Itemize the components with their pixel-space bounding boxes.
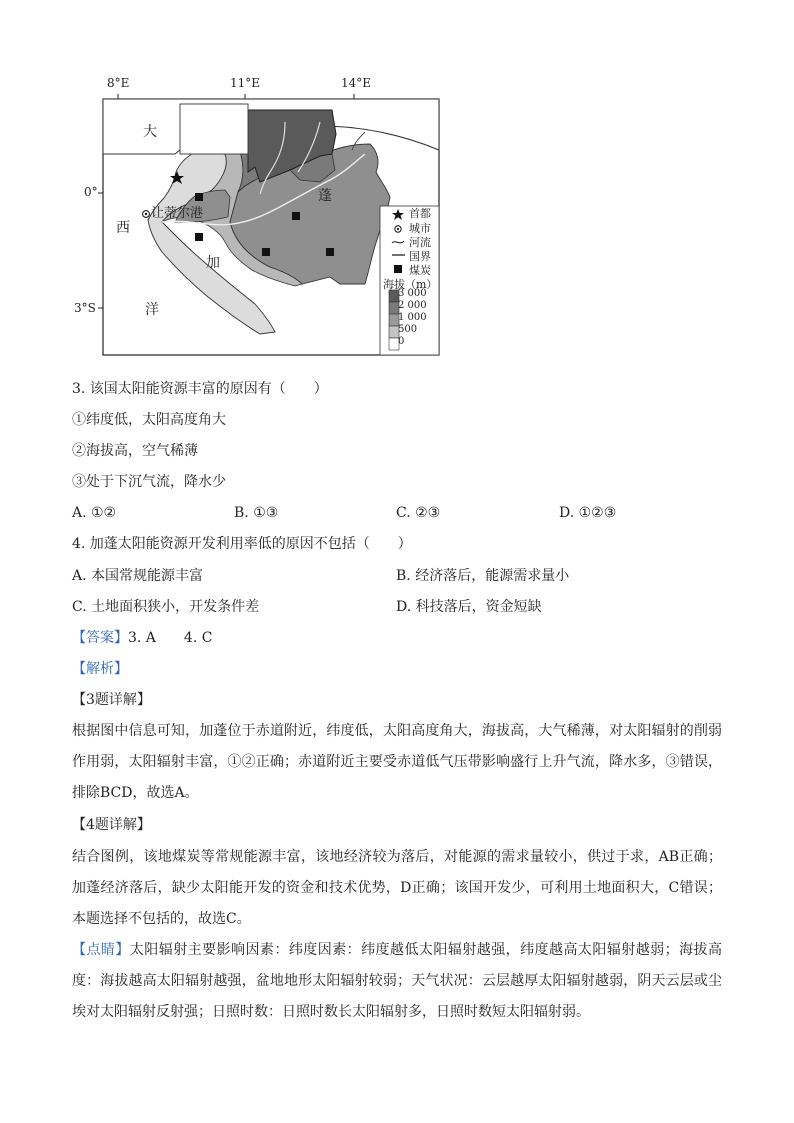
lon-label-11e: 11°E [230, 76, 261, 90]
map-label-da: 大 [143, 124, 157, 140]
answer-text: 3. A 4. C [128, 630, 213, 646]
gabon-map [74, 72, 460, 362]
legend-border-label: 国界 [409, 250, 431, 263]
q3-item-3: ③处于下沉气流，降水少 [72, 474, 226, 490]
detail3-text: 根据图中信息可知，加蓬位于赤道附近，纬度低，太阳高度角大，海拔高，大气稀薄，对太阳辐射的削弱作用弱，太阳辐射丰富，①②正确；赤道附近主要受赤道低气压带影响盛行上升气流，降水多，③错误，排除BCD，故选A。 [72, 723, 722, 801]
lon-label-8e: 8°E [107, 76, 130, 90]
q4-option-d: D. 科技落后，资金短缺 [396, 599, 542, 615]
q3-item-1: ①纬度低，太阳高度角大 [72, 412, 226, 428]
legend-capital-label: 首都 [409, 207, 431, 220]
legend-elev-2000: 2 000 [398, 300, 427, 311]
coal-icon [292, 212, 300, 220]
legend-elev-0: 0 [398, 336, 405, 347]
q3-option-d: D. ①②③ [559, 505, 617, 521]
q3-item-2: ②海拔高，空气稀薄 [72, 443, 198, 459]
q3-stem: 3. 该国太阳能资源丰富的原因有（ ） [72, 381, 328, 397]
map-white-patch [180, 104, 248, 154]
legend-city-label: 城市 [409, 222, 431, 235]
legend-coal-icon [394, 265, 402, 273]
q3-option-c: C. ②③ [396, 505, 441, 521]
lat-label-3s: 3°S [74, 301, 96, 315]
q4-option-b: B. 经济落后，能源需求量小 [396, 568, 570, 584]
legend-river-label: 河流 [409, 236, 431, 249]
q4-option-c: C. 土地面积狭小，开发条件差 [72, 599, 260, 615]
map-label-jia: 加 [206, 255, 220, 271]
tip-text: 太阳辐射主要影响因素：纬度因素：纬度越低太阳辐射越强，纬度越高太阳辐射越弱；海拔高度：海拔越高太阳辐射越强，盆地地形太阳辐射较弱；天气状况：云层越厚太阳辐射越弱，阴天云层或尘埃对太阳辐射反射强；日照时数：日照时数长太阳辐射多，日照时数短太阳辐射弱。 [72, 942, 723, 1020]
map-label-peng: 蓬 [318, 188, 332, 204]
map-label-xi: 西 [116, 220, 130, 236]
legend-elev-500: 500 [398, 324, 418, 335]
coal-icon [195, 193, 203, 201]
coal-icon [195, 233, 203, 241]
answer-label: 【答案】 [72, 630, 128, 646]
detail4-text: 结合图例，该地煤炭等常规能源丰富，该地经济较为落后，对能源的需求量较小，供过于求，AB正确；加蓬经济落后，缺少太阳能开发的资金和技术优势，D正确；该国开发少，可利用土地面积大，C错误；本题选择不包括的，故选C。 [72, 849, 722, 927]
legend-elev-1000: 1 000 [398, 312, 427, 323]
lon-label-14e: 14°E [341, 76, 372, 90]
map-label-city: 让蒂尔港 [151, 206, 204, 221]
legend-coal-label: 煤炭 [409, 264, 431, 277]
q3-option-b: B. ①③ [234, 505, 279, 521]
answer-line [72, 628, 212, 648]
tip-label: 【点睛】 [72, 942, 130, 958]
tip-paragraph [72, 935, 722, 1028]
detail3-label: 【3题详解】 [72, 692, 151, 708]
coal-icon [326, 248, 334, 256]
map-label-yang: 洋 [145, 302, 159, 318]
detail4-label: 【4题详解】 [72, 817, 151, 833]
coal-icon [262, 248, 270, 256]
lat-label-0: 0° [84, 185, 98, 199]
legend-elev-3000: 3 000 [398, 288, 427, 299]
q3-option-a: A. ①② [72, 505, 117, 521]
q4-stem: 4. 加蓬太阳能资源开发利用率低的原因不包括（ ） [72, 536, 412, 552]
legend-elev-title: 海拔（m） [383, 278, 438, 291]
analysis-label: 【解析】 [72, 661, 128, 677]
q4-option-a: A. 本国常规能源丰富 [72, 568, 204, 584]
